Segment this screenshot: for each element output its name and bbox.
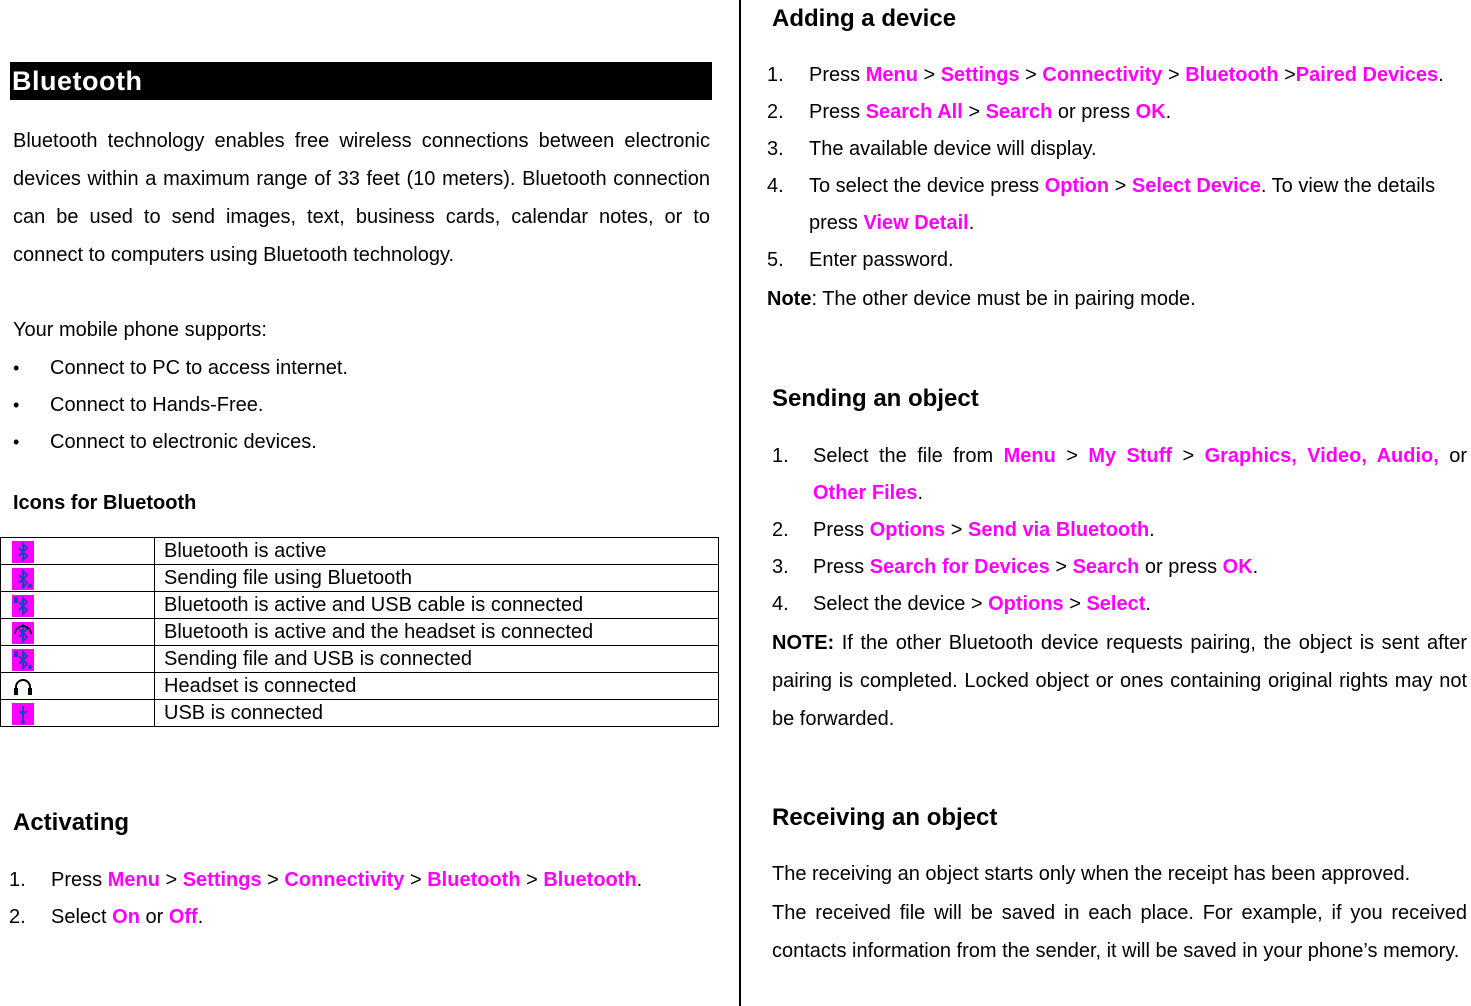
icon-description: Sending file using Bluetooth (155, 565, 719, 592)
list-item: 1. Select the file from Menu > My Stuff > Graphics, Video, Audio, or Other Files. (772, 445, 1467, 504)
list-item: 3. Press Search for Devices > Search or press OK. (772, 556, 1259, 578)
receiving-line-2: The received file will be saved in each place. For example, if you received contacts information from the sender, it will be saved in your phone’s memory. (772, 902, 1467, 962)
table-row (1, 700, 719, 727)
sending-note: NOTE: If the other Bluetooth device requests pairing, the object is sent after pairing is completed. Locked object or ones containing original rights may not be forwarded. (772, 632, 1467, 730)
sending-usb-icon (12, 649, 34, 671)
sending-object-heading: Sending an object (772, 385, 979, 412)
bluetooth-usb-icon (12, 595, 34, 617)
menu-path-item: Connectivity (284, 869, 405, 891)
activating-steps (9, 862, 642, 936)
menu-path-item: Menu (107, 869, 160, 891)
list-item: 1. Press Menu > Settings > Connectivity > Bluetooth >Paired Devices. (767, 64, 1444, 86)
usb-icon (12, 703, 34, 725)
bluetooth-headset-icon (12, 622, 34, 644)
icon-description: USB is connected (155, 700, 719, 727)
sending-steps (772, 438, 1467, 623)
list-item: • Connect to electronic devices. (13, 424, 348, 461)
supports-label: Your mobile phone supports: (13, 319, 267, 341)
adding-steps (767, 57, 1471, 279)
icons-heading: Icons for Bluetooth (13, 492, 197, 514)
bluetooth-active-icon (12, 541, 34, 563)
list-item: 2. Press Search All > Search or press OK. (767, 101, 1172, 123)
column-divider (739, 0, 741, 1006)
activating-heading: Activating (13, 809, 130, 836)
list-item: 2. Select On or Off. (9, 906, 204, 928)
adding-device-heading: Adding a device (772, 5, 957, 32)
list-item: 1. Press Menu > Settings > Connectivity > Bluetooth > Bluetooth. (9, 869, 643, 891)
icon-description: Sending file and USB is connected (155, 646, 719, 673)
menu-path-item: Bluetooth (543, 869, 637, 891)
table-row (1, 538, 719, 565)
option-off: Off (168, 906, 198, 928)
section-title-bluetooth: Bluetooth (10, 62, 712, 100)
icon-description: Bluetooth is active (155, 538, 719, 565)
list-item: • Connect to PC to access internet. (13, 350, 348, 387)
list-item: 5. Enter password. (767, 249, 954, 271)
list-item: 4. Select the device > Options > Select. (772, 593, 1151, 615)
headset-icon (12, 676, 34, 698)
bluetooth-sending-icon (12, 568, 34, 590)
list-item: 2. Press Options > Send via Bluetooth. (772, 519, 1155, 541)
table-row (1, 592, 719, 619)
supports-list (13, 350, 348, 461)
icon-description: Headset is connected (155, 673, 719, 700)
adding-note: Note: The other device must be in pairing mode. (767, 288, 1196, 310)
table-row (1, 619, 719, 646)
table-row (1, 565, 719, 592)
list-item: 3. The available device will display. (767, 138, 1097, 160)
icon-description: Bluetooth is active and USB cable is connected (155, 592, 719, 619)
table-row (1, 673, 719, 700)
option-on: On (112, 906, 140, 928)
list-item: 4. To select the device press Option > Select Device. To view the details press View Detail. (767, 175, 1436, 234)
table-row (1, 646, 719, 673)
receiving-object-heading: Receiving an object (772, 804, 998, 831)
menu-path-item: Settings (182, 869, 262, 891)
icons-table (0, 537, 719, 727)
list-item: • Connect to Hands-Free. (13, 387, 348, 424)
menu-path-item: Bluetooth (427, 869, 521, 891)
icon-description: Bluetooth is active and the headset is connected (155, 619, 719, 646)
intro-paragraph: Bluetooth technology enables free wireless connections between electronic devices within a maximum range of 33 feet (10 meters). Bluetooth connection can be used to send images, text, business cards, calendar notes, or to connect to computers using Bluetooth technology. (13, 130, 710, 266)
receiving-line-1: The receiving an object starts only when the receipt has been approved. (772, 863, 1411, 885)
